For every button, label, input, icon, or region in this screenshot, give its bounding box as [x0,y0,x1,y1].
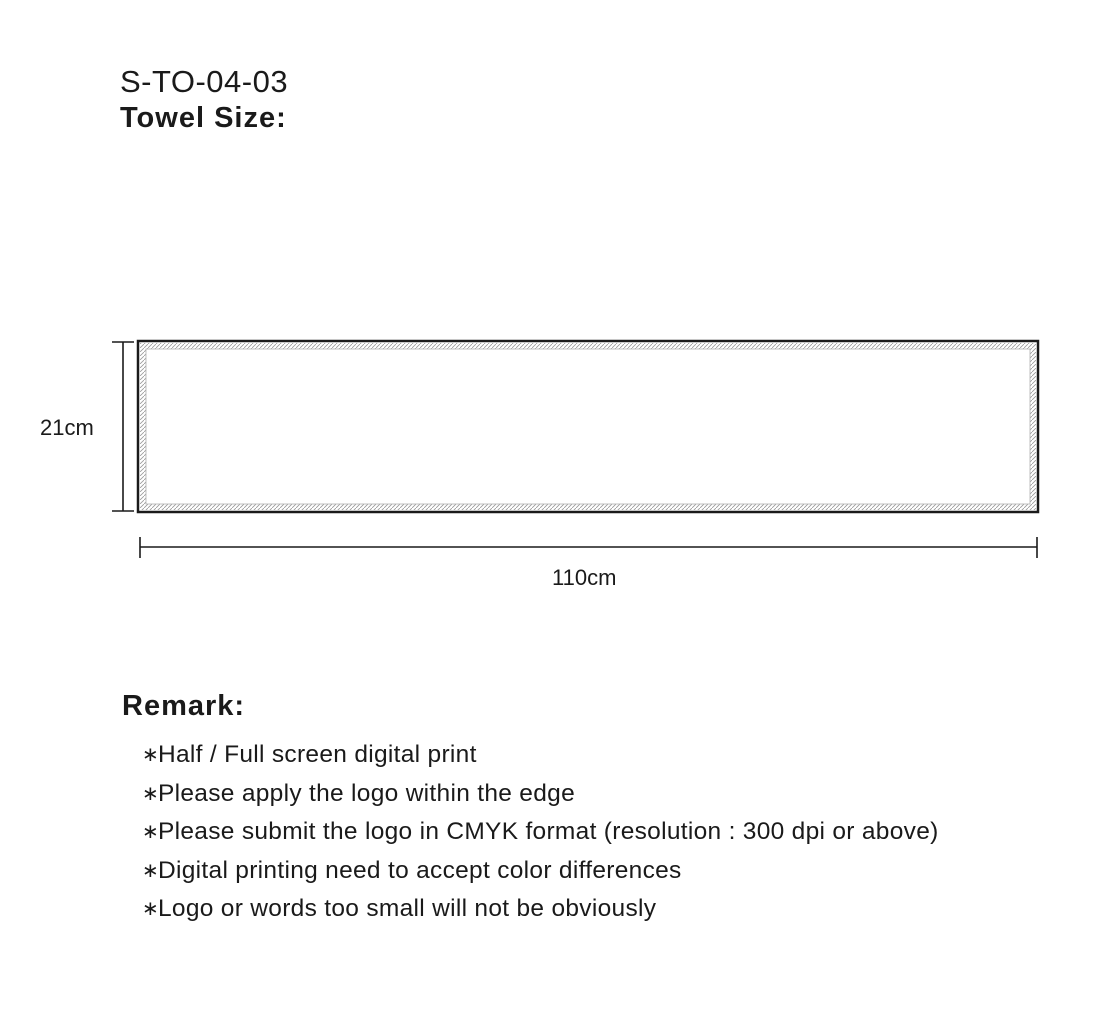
bullet-asterisk-icon: ∗ [142,859,160,882]
remark-text: Half / Full screen digital print [158,741,477,768]
remark-item [142,813,939,852]
towel-size-heading: Towel Size: [120,102,287,134]
remark-item [142,736,939,775]
remark-text: Logo or words too small will not be obviously [158,895,657,922]
remark-heading: Remark: [122,690,246,722]
remark-text: Please apply the logo within the edge [158,779,576,807]
bullet-asterisk-icon: ∗ [142,898,160,920]
remark-item [142,852,939,891]
remark-item [142,775,939,814]
width-dimension-line [140,537,1037,558]
product-code: S-TO-04-03 [120,64,289,99]
bullet-asterisk-icon: ∗ [142,821,160,843]
bullet-asterisk-icon: ∗ [142,782,160,805]
width-label: 110cm [552,565,617,590]
height-label: 21cm [40,415,94,440]
remark-list [142,736,939,929]
remark-item [142,890,939,929]
towel-rectangle [138,341,1038,512]
height-dimension-line [112,342,134,511]
remark-text: Please submit the logo in CMYK format (resolution : 300 dpi or above) [158,818,939,845]
bullet-asterisk-icon: ∗ [142,744,160,766]
remark-text: Digital printing need to accept color differences [158,856,682,884]
